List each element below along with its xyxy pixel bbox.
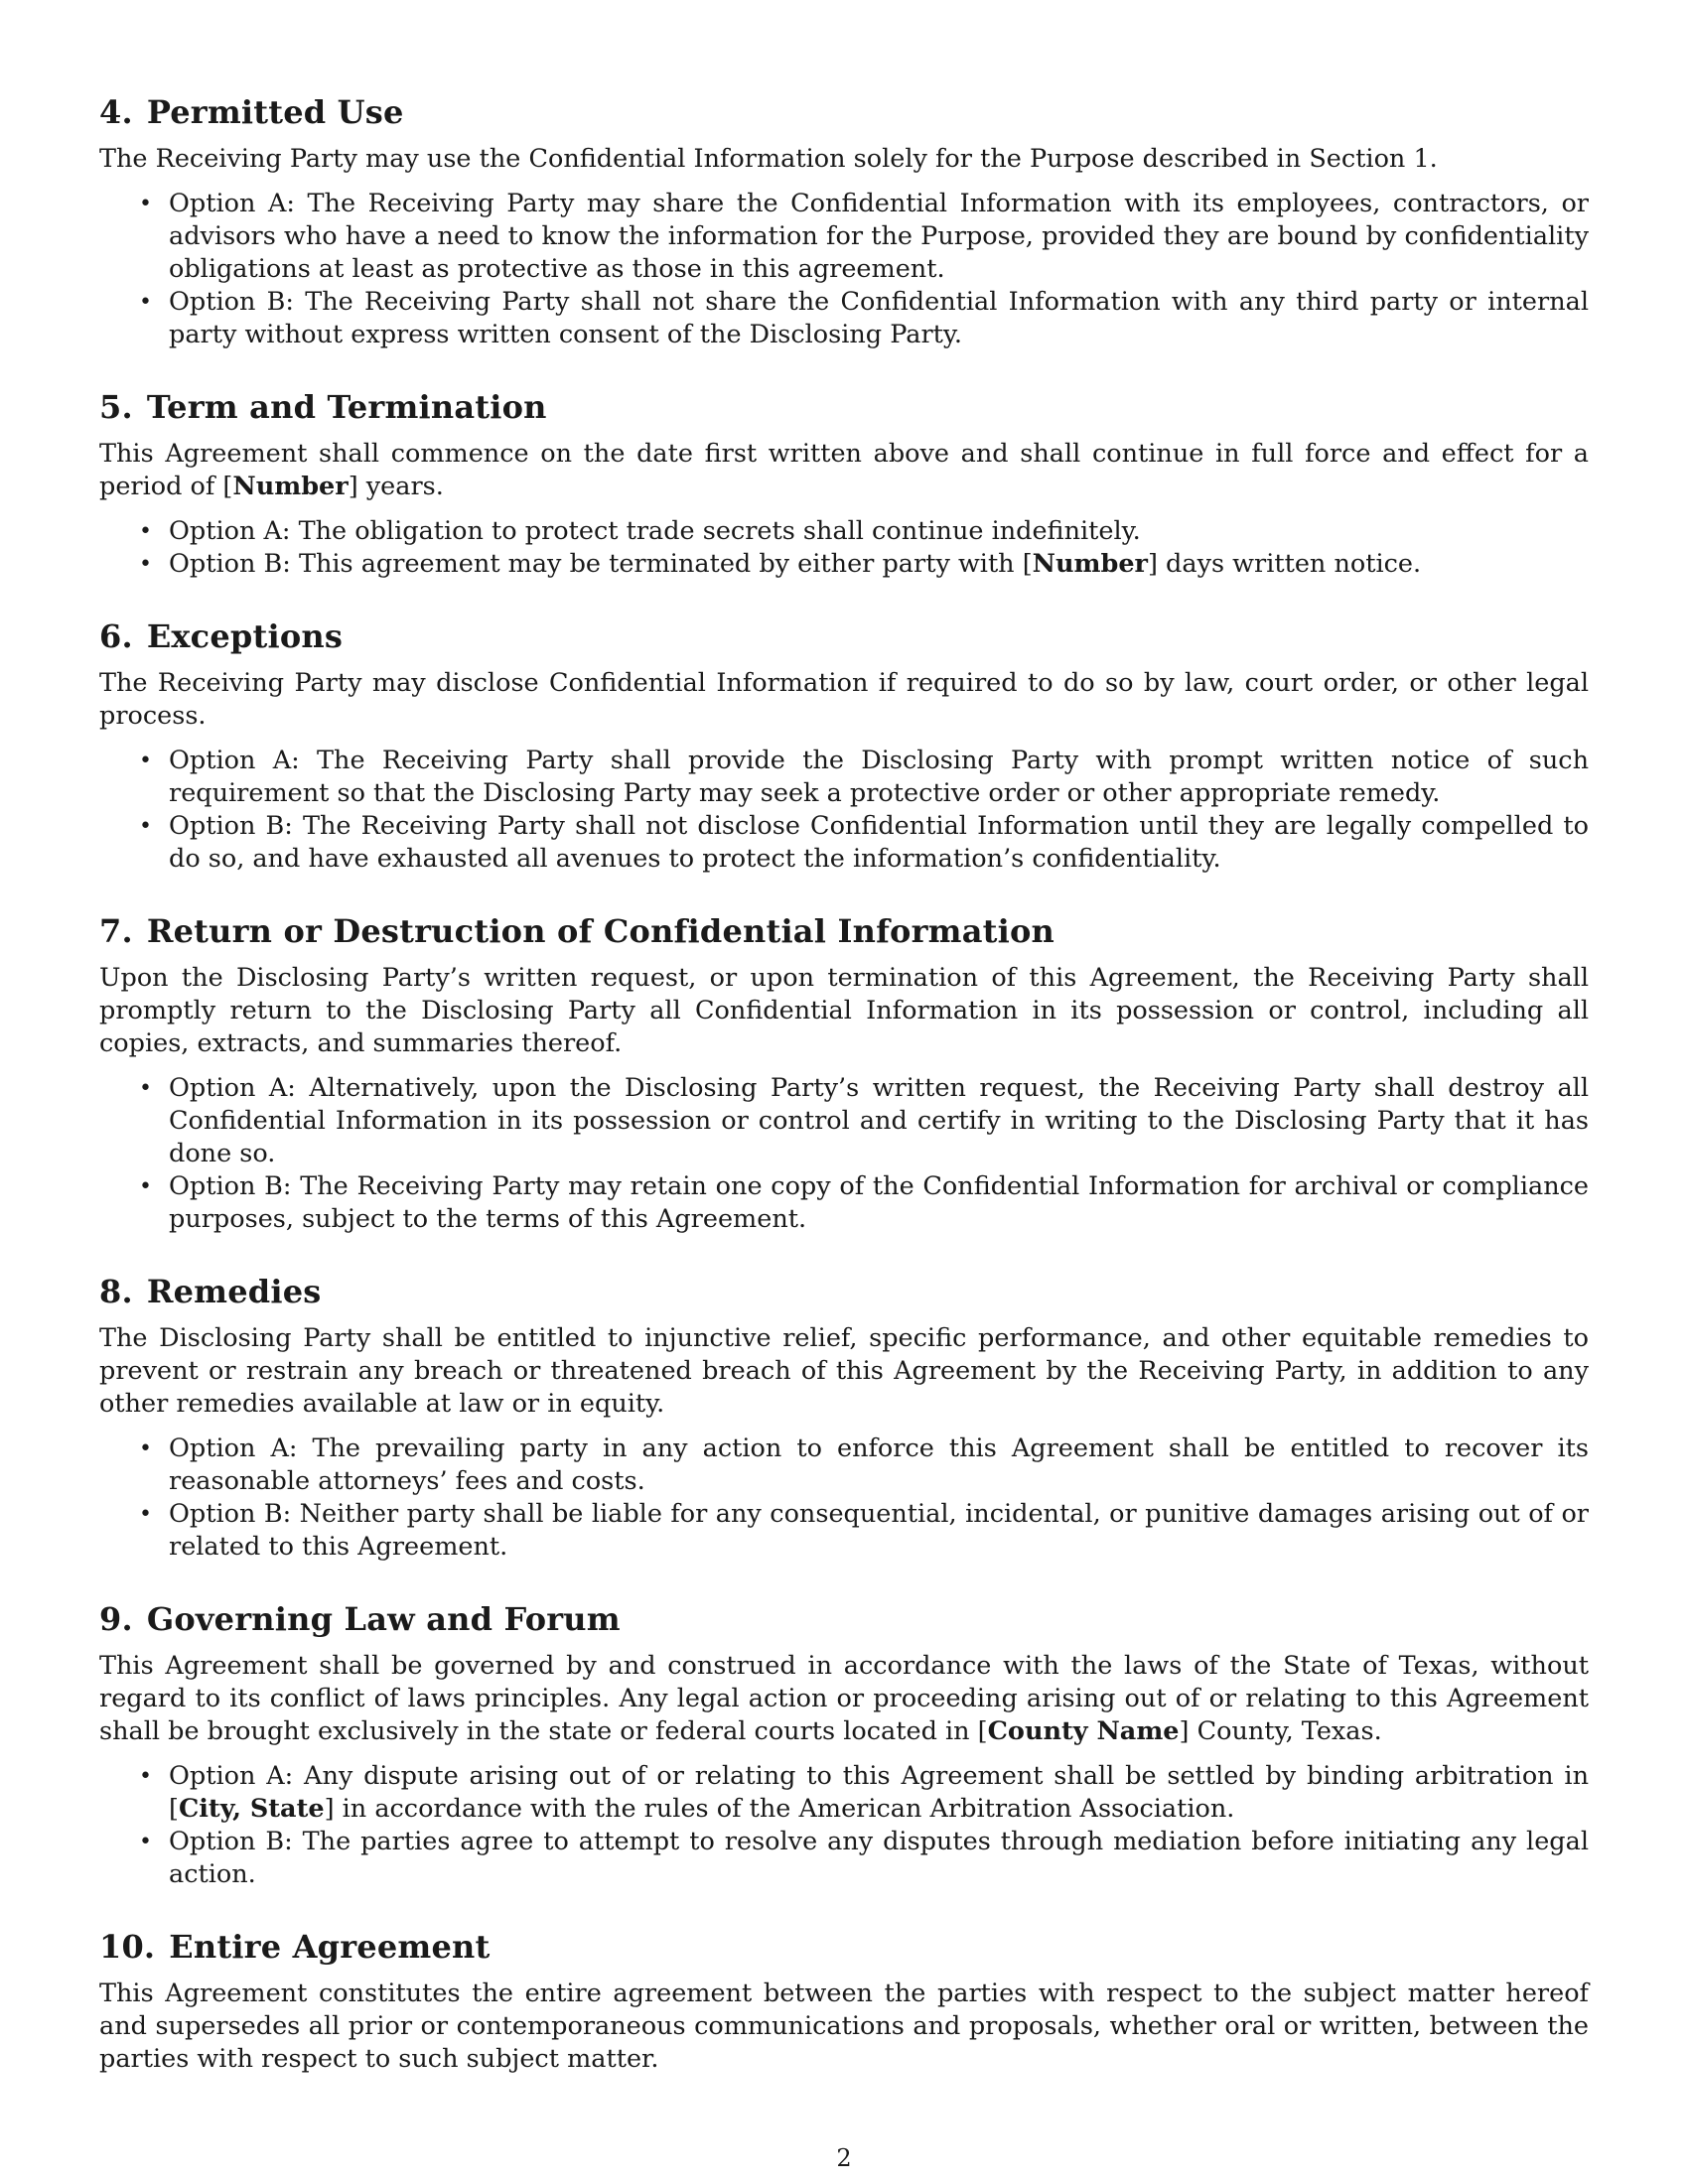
section-heading: 4. Permitted Use [99,93,404,131]
section-permitted-use [99,91,1589,351]
option-item: • Option A: The Receiving Party shall provide the Disclosing Party with prompt written notice of such requirement so that the Disclosing Party may seek a protective order or other appropriate remedy. [99,745,1589,810]
section-paragraph: This Agreement constitutes the entire agreement between the parties with respect to the subject matter hereof and supersedes all prior or contemporaneous communications and proposals, whether oral or written, between the parties with respect to such subject matter. [99,1979,1589,2074]
option-list [99,1760,1589,1891]
option-list [99,188,1589,351]
section-paragraph: This Agreement shall commence on the date first written above and shall continue in full force and effect for a period of [Number] years. [99,439,1589,501]
placeholder-field: Number [1032,549,1148,579]
option-list [99,745,1589,876]
section-paragraph: The Receiving Party may use the Confidential Information solely for the Purpose described in Section 1. [99,144,1438,174]
section-return-or-destruction [99,910,1589,1236]
option-item: • Option A: The Receiving Party may share the Confidential Information with its employees, contractors, or advisors who have a need to know the information for the Purpose, provided they are bound by confidentiality obligations at least as protective as those in this agreement. [99,188,1589,286]
section-term-and-termination [99,386,1589,581]
section-heading: 7. Return or Destruction of Confidential Information [99,912,1055,950]
option-item: • Option A: Alternatively, upon the Disclosing Party’s written request, the Receiving Party shall destroy all Confidential Information in its possession or control and certify in writing to the Disclosing Party that it has done so. [99,1072,1589,1170]
option-list [99,515,1589,581]
section-remedies [99,1271,1589,1564]
placeholder-field: County Name [987,1716,1180,1746]
placeholder-field: City, State [178,1794,325,1824]
page-number: 2 [836,2144,852,2172]
option-list [99,1433,1589,1564]
option-item: • Option B: The Receiving Party shall not share the Confidential Information with any third party or internal party without express written consent of the Disclosing Party. [99,286,1589,351]
section-paragraph: The Receiving Party may disclose Confidential Information if required to do so by law, court order, or other legal process. [99,668,1589,731]
section-paragraph: The Disclosing Party shall be entitled to injunctive relief, specific performance, and other equitable remedies to prevent or restrain any breach or threatened breach of this Agreement by the Receiving Party, in addition to any other remedies available at law or in equity. [99,1323,1589,1419]
option-item: • Option A: Any dispute arising out of or relating to this Agreement shall be settled by binding arbitration in [City, State] in accordance with the rules of the American Arbitration Association. [99,1760,1589,1826]
option-item: • Option B: The Receiving Party may retain one copy of the Confidential Information for archival or compliance purposes, subject to the terms of this Agreement. [99,1170,1589,1236]
section-exceptions [99,615,1589,876]
placeholder-field: Number [232,472,349,501]
section-heading: 9. Governing Law and Forum [99,1600,621,1638]
option-item: • Option B: The Receiving Party shall not disclose Confidential Information until they are legally compelled to do so, and have exhausted all avenues to protect the information’s confidentiality. [99,810,1589,876]
option-item: • Option A: The obligation to protect trade secrets shall continue indefinitely. [99,515,1589,548]
section-paragraph: Upon the Disclosing Party’s written request, or upon termination of this Agreement, the Receiving Party shall promptly return to the Disclosing Party all Confidential Information in its possession or control, including all copies, extracts, and summaries thereof. [99,963,1589,1058]
section-heading: 10. Entire Agreement [99,1928,491,1966]
option-item: • Option B: The parties agree to attempt to resolve any disputes through mediation before initiating any legal action. [99,1826,1589,1891]
section-heading: 6. Exceptions [99,617,344,655]
option-list [99,1072,1589,1236]
section-heading: 8. Remedies [99,1273,322,1310]
option-item: • Option B: This agreement may be terminated by either party with [Number] days written notice. [99,548,1589,581]
option-item: • Option B: Neither party shall be liable for any consequential, incidental, or punitive damages arising out of or related to this Agreement. [99,1498,1589,1564]
section-paragraph: This Agreement shall be governed by and construed in accordance with the laws of the State of Texas, without regard to its conflict of laws principles. Any legal action or proceeding arising out of or relating to this Agreement shall be brought exclusively in the state or federal courts located in [County Name] County, Texas. [99,1651,1589,1746]
section-governing-law [99,1598,1589,1891]
option-item: • Option A: The prevailing party in any action to enforce this Agreement shall be entitled to recover its reasonable attorneys’ fees and costs. [99,1433,1589,1498]
section-entire-agreement [99,1926,1589,2076]
document-page [99,91,1589,2111]
section-heading: 5. Term and Termination [99,388,547,426]
